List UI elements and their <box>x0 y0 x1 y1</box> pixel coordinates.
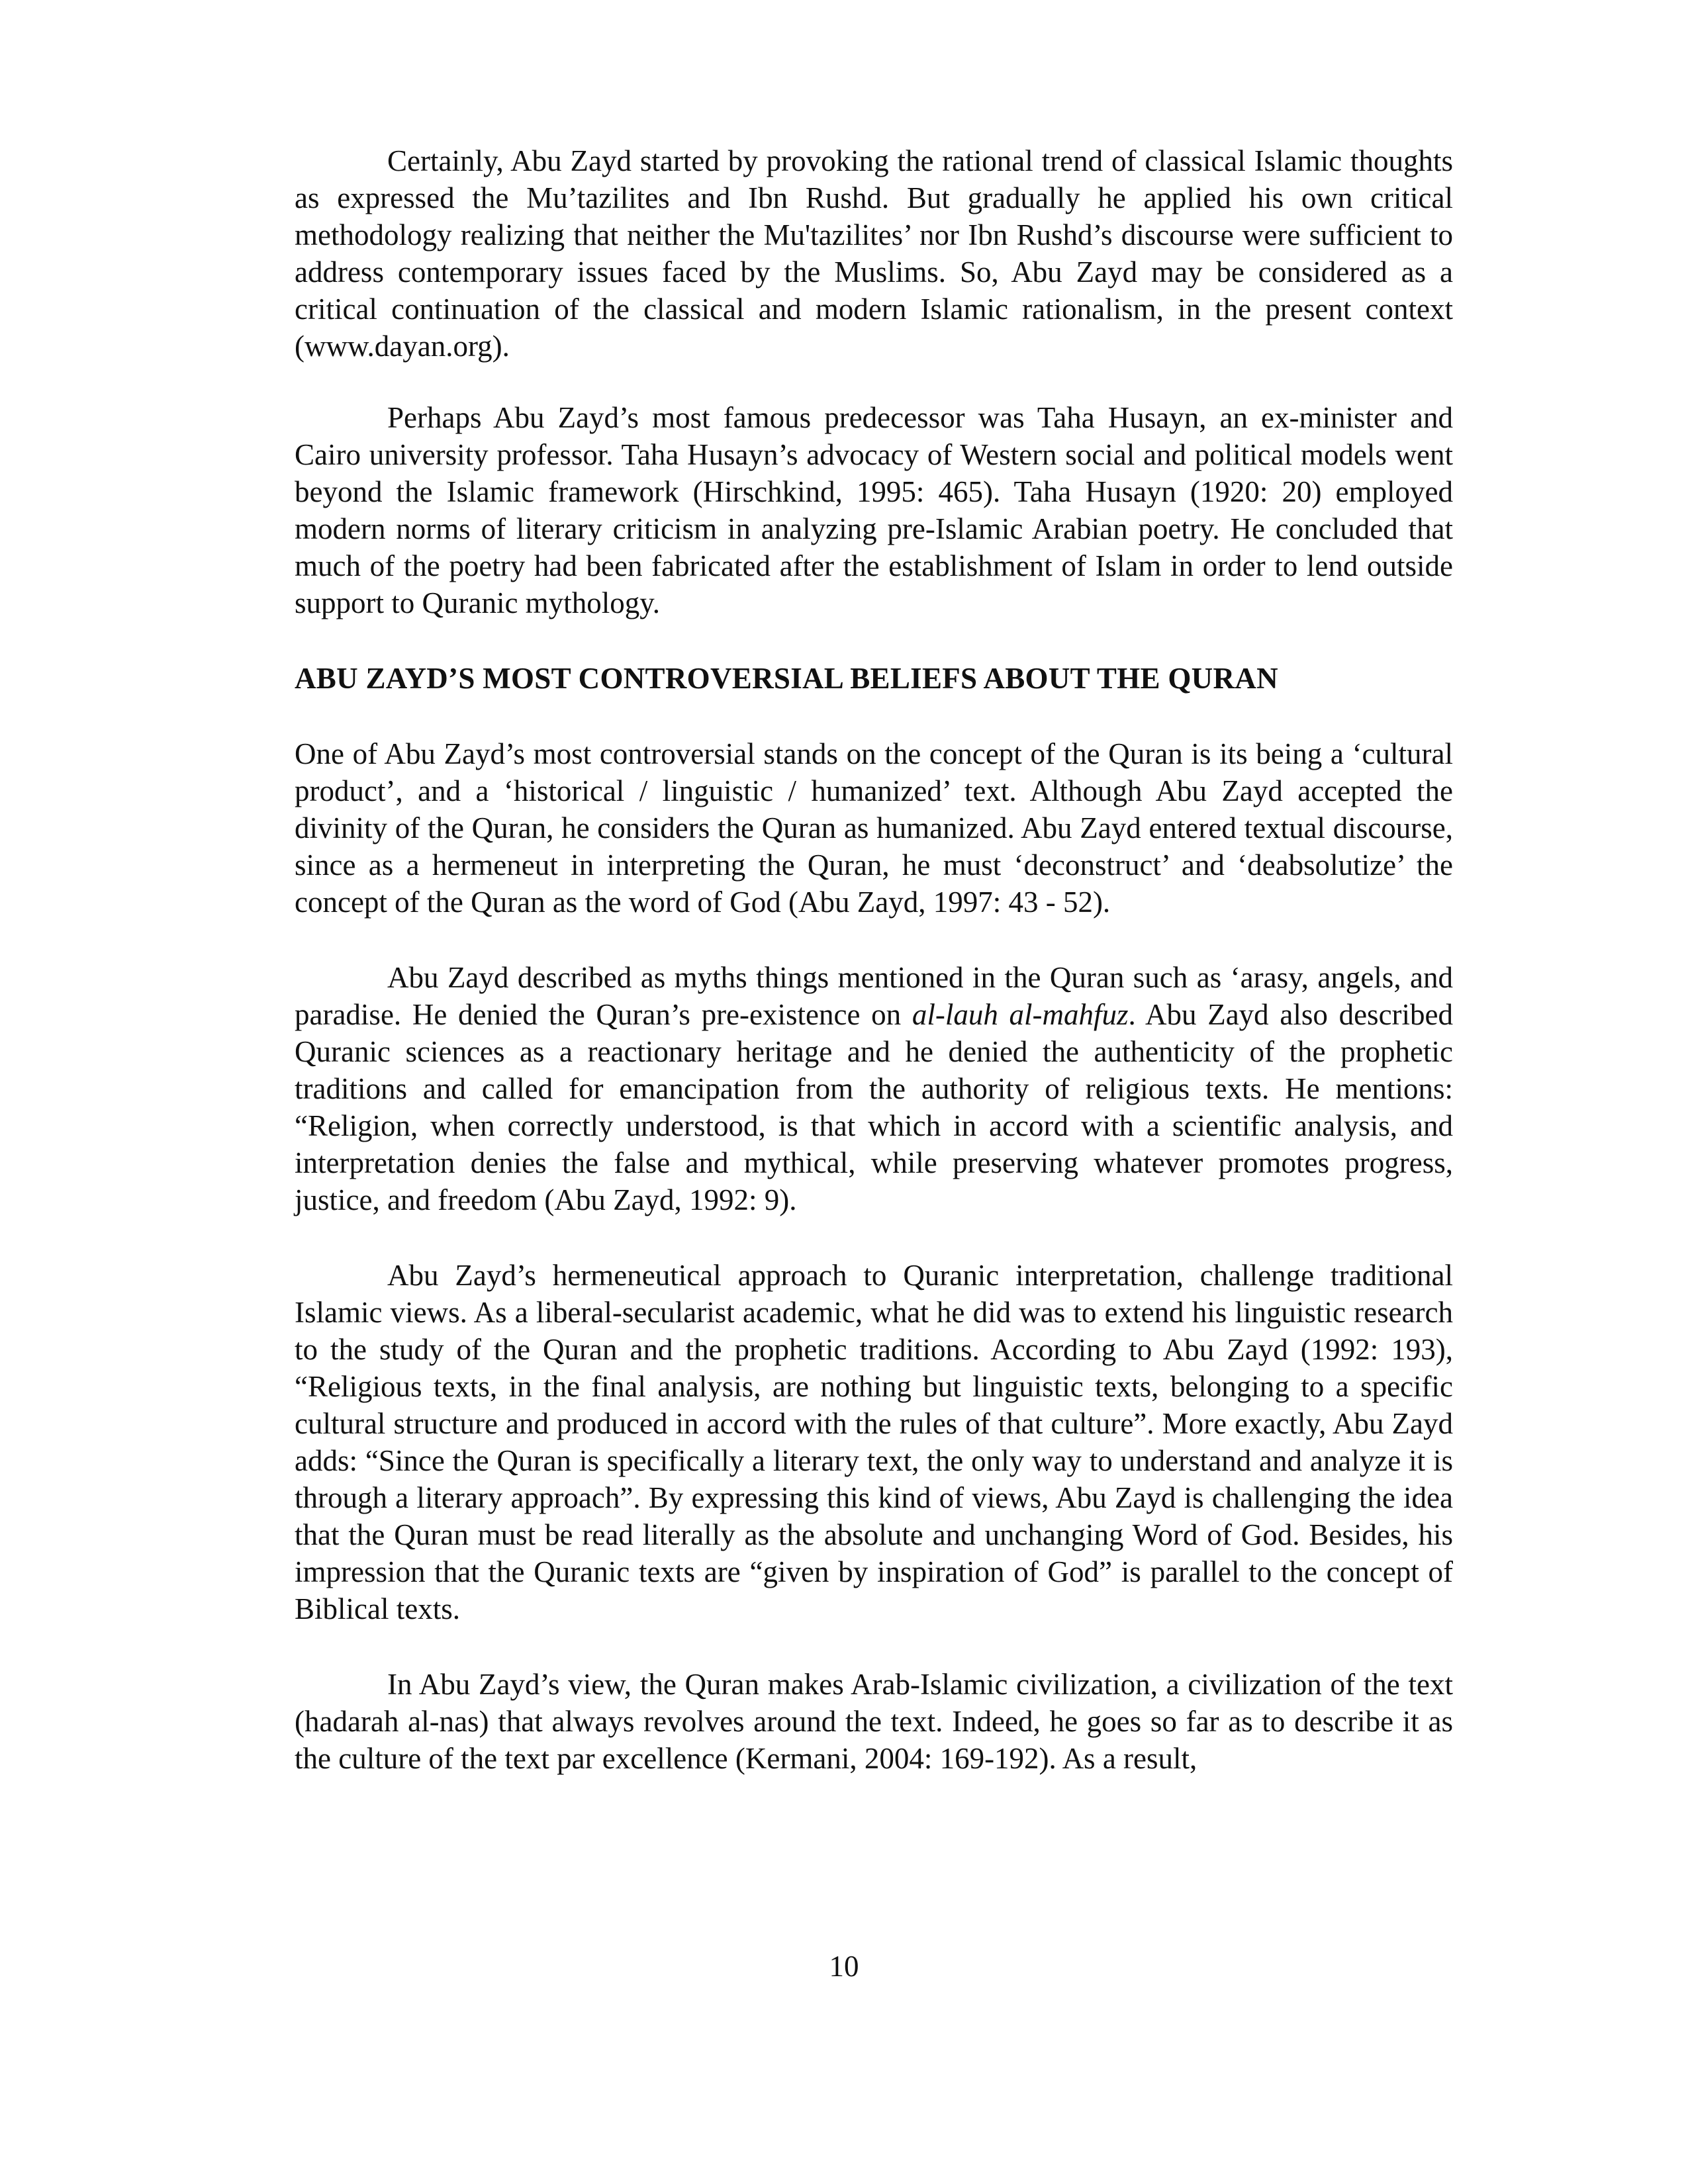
section-heading: ABU ZAYD’S MOST CONTROVERSIAL BELIEFS ABOUT THE QURAN <box>295 662 1278 695</box>
page-number: 10 <box>829 1950 859 1983</box>
paragraph-myths <box>295 959 1453 1218</box>
paragraph-myths-text-start: Abu Zayd described as myths things mentioned in the Quran such as ‘arasy, angels, and paradise. He denied the Quran’s pre-existence on <box>295 961 1453 1031</box>
paragraph-taha-husayn: Perhaps Abu Zayd’s most famous predecessor was Taha Husayn, an ex-minister and Cairo university professor. Taha Husayn’s advocacy of Western social and political models went beyond the Islamic framework (Hirschkind, 1995: 465). Taha Husayn (1920: 20) employed modern norms of literary criticism in analyzing pre-Islamic Arabian poetry. He concluded that much of the poetry had been fabricated after the establishment of Islam in order to lend outside support to Quranic mythology. <box>295 401 1453 619</box>
paragraph-myths-italic-term: al-lauh al-mahfuz <box>912 998 1129 1031</box>
document-page <box>295 142 1453 1777</box>
paragraph-cultural-product: One of Abu Zayd’s most controversial stands on the concept of the Quran is its being a ‘cultural product’, and a ‘historical / linguistic / humanized’ text. Although Abu Zayd accepted the divinity of the Quran, he considers the Quran as humanized. Abu Zayd entered textual discourse, since as a hermeneut in interpreting the Quran, he must ‘deconstruct’ and ‘deabsolutize’ the concept of the Quran as the word of God (Abu Zayd, 1997: 43 - 52). <box>295 737 1453 919</box>
paragraph-hermeneutical-approach: Abu Zayd’s hermeneutical approach to Quranic interpretation, challenge traditional Islamic views. As a liberal-secularist academic, what he did was to extend his linguistic research to the study of the Quran and the prophetic traditions. According to Abu Zayd (1992: 193), “Religious texts, in the final analysis, are nothing but linguistic texts, belonging to a specific cultural structure and produced in accord with the rules of that culture”. More exactly, Abu Zayd adds: “Since the Quran is specifically a literary text, the only way to understand and analyze it is through a literary approach”. By expressing this kind of views, Abu Zayd is challenging the idea that the Quran must be read literally as the absolute and unchanging Word of God. Besides, his impression that the Quranic texts are “given by inspiration of God” is parallel to the concept of Biblical texts. <box>295 1259 1453 1625</box>
paragraph-rationalism: Certainly, Abu Zayd started by provoking the rational trend of classical Islamic thoughts as expressed the Mu’tazilites and Ibn Rushd. But gradually he applied his own critical methodology realizing that neither the Mu'tazilites’ nor Ibn Rushd’s discourse were sufficient to address contemporary issues faced by the Muslims. So, Abu Zayd may be considered as a critical continuation of the classical and modern Islamic rationalism, in the present context (www.dayan.org). <box>295 144 1453 363</box>
paragraph-myths-text-end: . Abu Zayd also described Quranic sciences as a reactionary heritage and he denied the authenticity of the prophetic traditions and called for emancipation from the authority of religious texts. He mentions: “Religion, when correctly understood, is that which in accord with a scientific analysis, and interpretation denies the false and mythical, while preserving whatever promotes progress, justice, and freedom (Abu Zayd, 1992: 9). <box>295 998 1454 1216</box>
paragraph-civilization-of-text: In Abu Zayd’s view, the Quran makes Arab-Islamic civilization, a civilization of the text (hadarah al-nas) that always revolves around the text. Indeed, he goes so far as to describe it as the culture of the text par excellence (Kermani, 2004: 169-192). As a result, <box>295 1668 1453 1775</box>
